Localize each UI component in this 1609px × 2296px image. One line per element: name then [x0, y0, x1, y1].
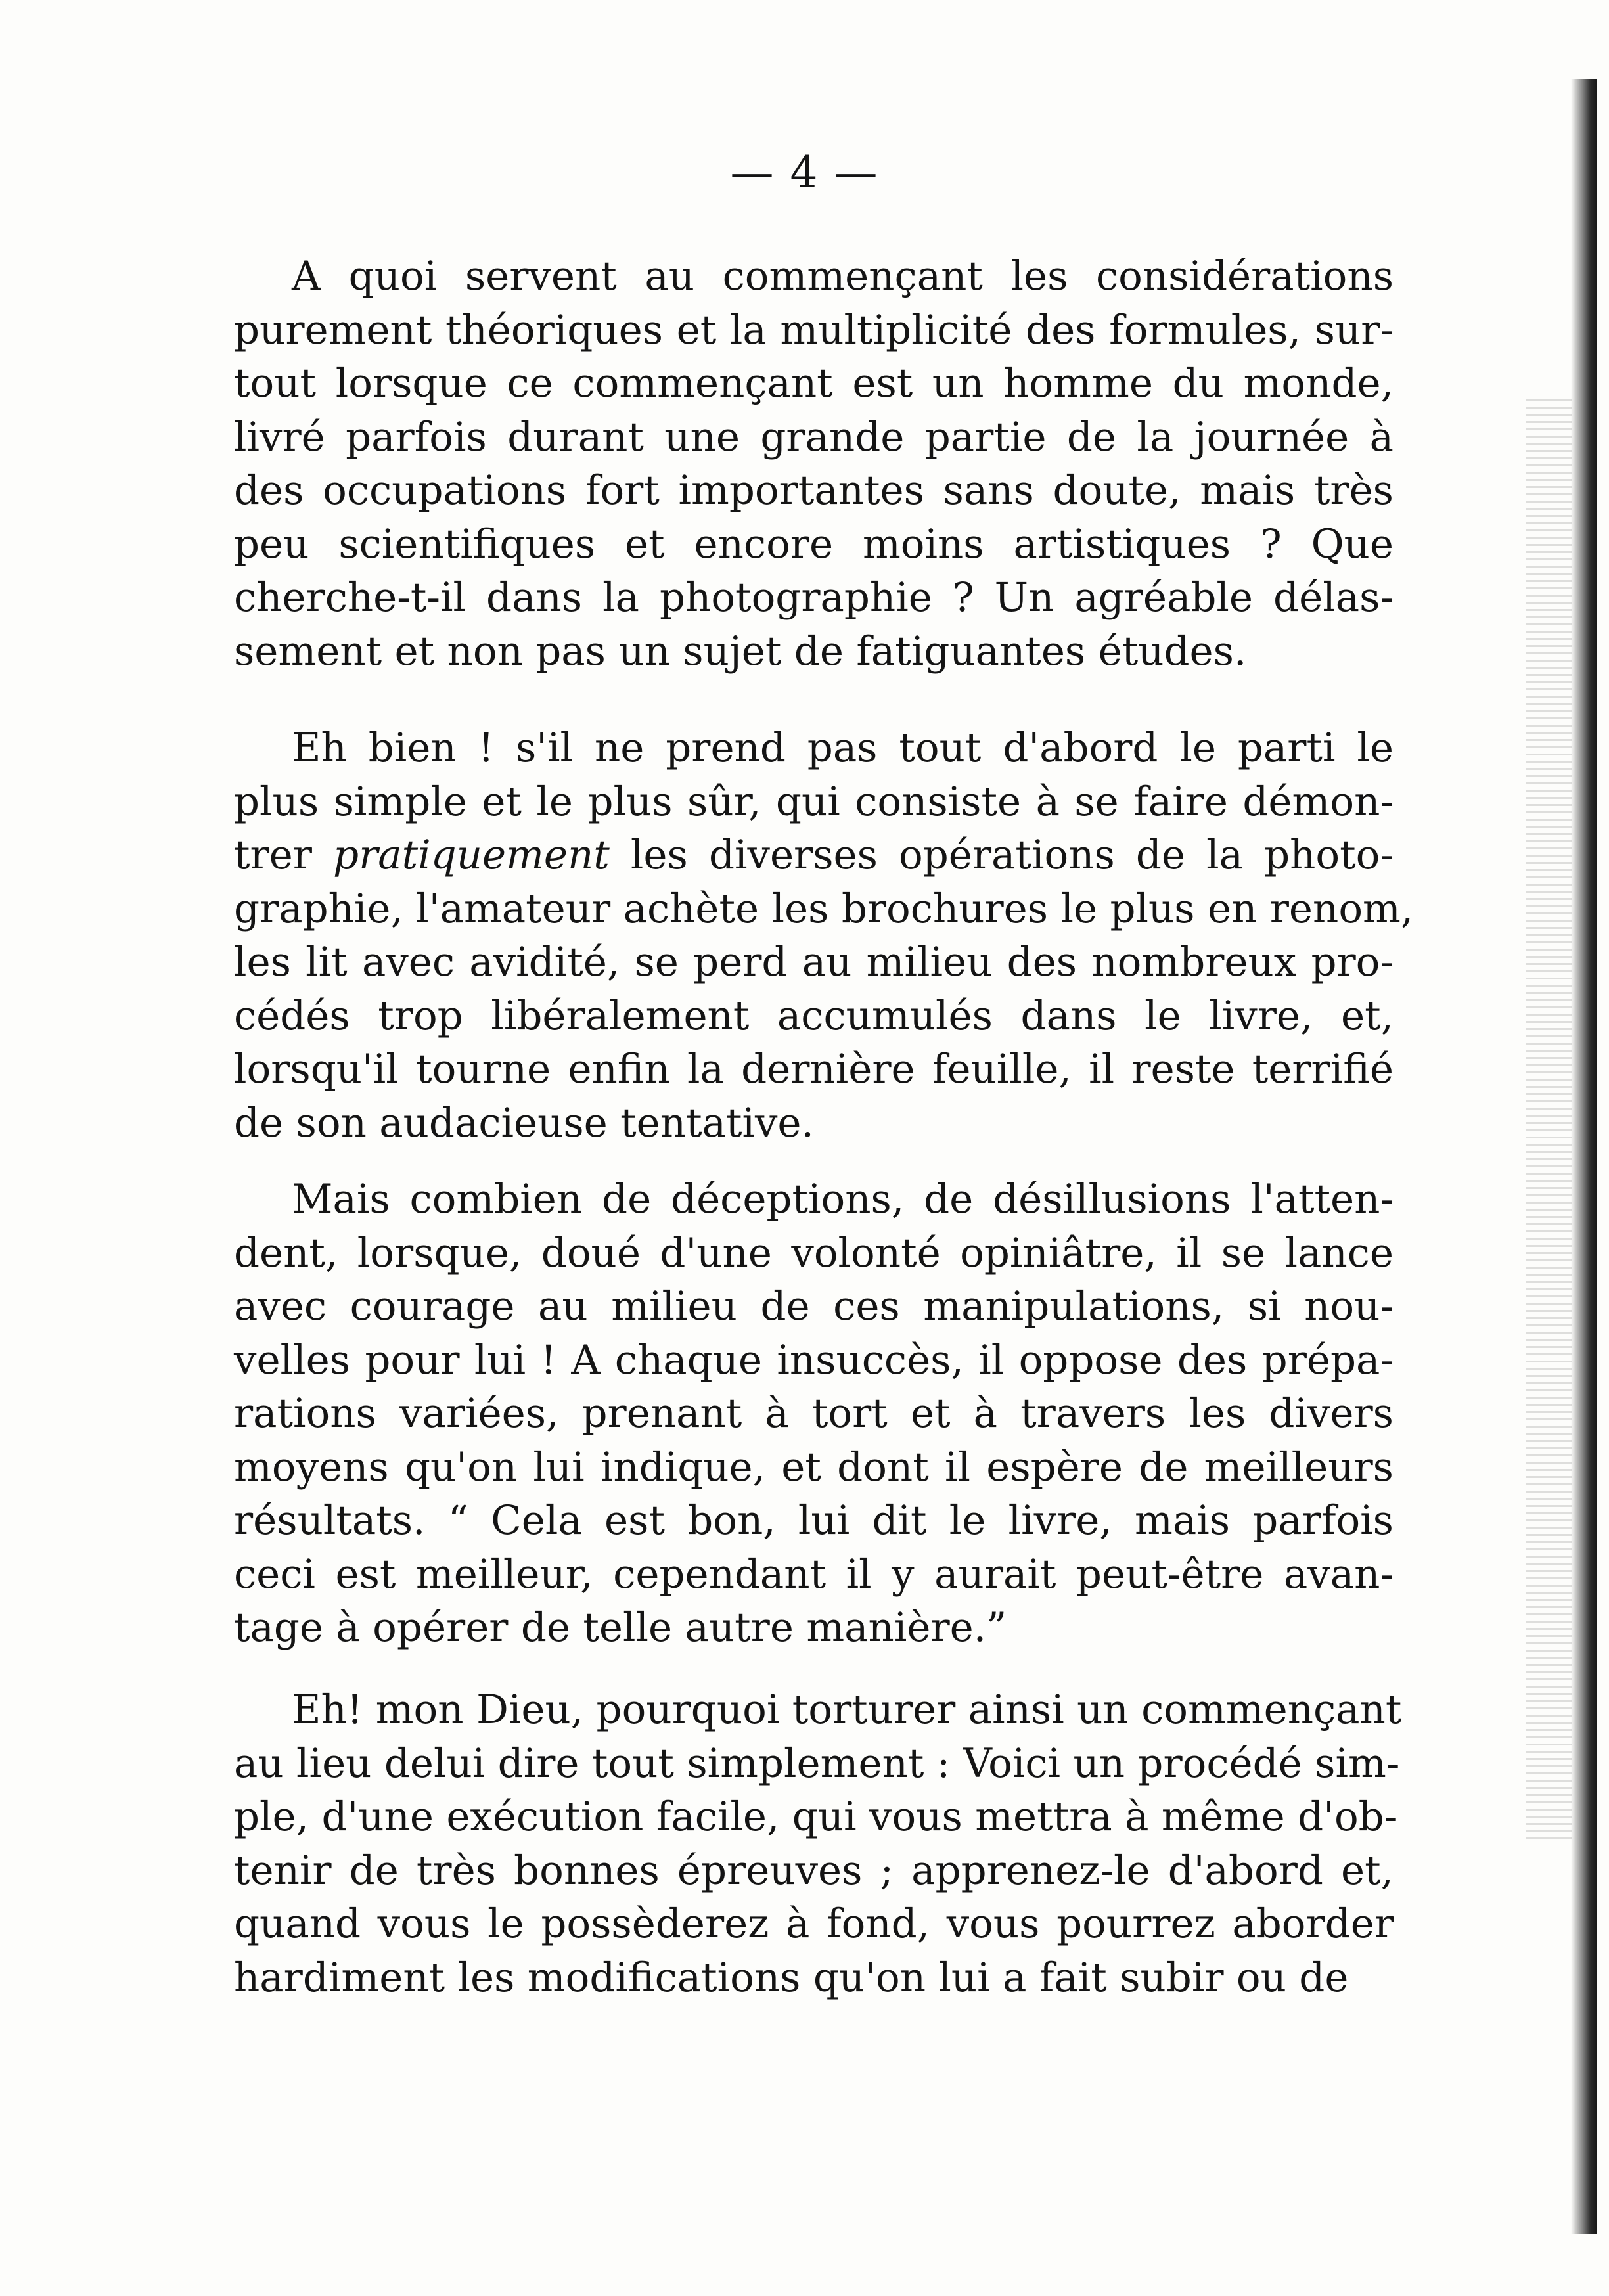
text-line: les lit avec avidité, se perd au milieu des nombreux pro-: [234, 939, 1394, 985]
text-line: plus simple et le plus sûr, qui consiste à se faire démon-: [234, 778, 1394, 825]
text-line: des occupations fort importantes sans doute, mais très: [234, 467, 1394, 514]
text-fragment: trer: [234, 832, 334, 878]
text-line: graphie, l'amateur achète les brochures le plus en renom,: [234, 885, 1414, 932]
text-line: cédés trop libéralement accumulés dans le livre, et,: [234, 992, 1394, 1039]
binding-shadow-speckle: [1526, 394, 1572, 1839]
page-number: — 4 —: [730, 147, 879, 198]
italic-word: pratiquement: [333, 832, 610, 878]
text-line: purement théoriques et la multiplicité des formules, sur-: [234, 306, 1394, 353]
binding-edge-shadow: [1571, 79, 1597, 2234]
text-line: tenir de très bonnes épreuves ; apprenez-le d'abord et,: [234, 1847, 1394, 1894]
text-line: [234, 828, 1394, 882]
text-line: A quoi servent au commençant les considérations: [292, 253, 1394, 300]
text-line: dent, lorsque, doué d'une volonté opiniâtre, il se lance: [234, 1229, 1394, 1276]
text-line: moyens qu'on lui indique, et dont il espère de meilleurs: [234, 1443, 1394, 1491]
text-line: au lieu delui dire tout simplement : Voici un procédé sim-: [234, 1740, 1400, 1787]
text-line: livré parfois durant une grande partie de la journée à: [234, 413, 1394, 461]
paragraph-4: [234, 1683, 1402, 2004]
text-line: sement et non pas un sujet de fatiguantes études.: [234, 627, 1247, 675]
text-line: ple, d'une exécution facile, qui vous mettra à même d'ob-: [234, 1793, 1398, 1840]
text-line: Eh bien ! s'il ne prend pas tout d'abord le parti le: [292, 725, 1394, 771]
text-line: de son audacieuse tentative.: [234, 1099, 814, 1146]
text-line: ceci est meilleur, cependant il y aurait peut-être avan-: [234, 1550, 1394, 1598]
text-line: peu scientifiques et encore moins artistiques ? Que: [234, 520, 1394, 568]
paragraph-3: [234, 1173, 1394, 1655]
text-line: lorsqu'il tourne enfin la dernière feuille, il reste terrifié: [234, 1046, 1394, 1092]
text-fragment: les diverses opérations de la photo-: [609, 832, 1394, 878]
text-line: avec courage au milieu de ces manipulations, si nou-: [234, 1283, 1394, 1330]
text-line: quand vous le possèderez à fond, vous pourrez aborder: [234, 1901, 1394, 1947]
text-line: tout lorsque ce commençant est un homme du monde,: [234, 360, 1394, 407]
paragraph-2: [234, 721, 1414, 1150]
text-line: résultats. “ Cela est bon, lui dit le livre, mais parfois: [234, 1497, 1394, 1544]
text-line: hardiment les modifications qu'on lui a fait subir ou de: [234, 1954, 1349, 2001]
text-line: Mais combien de déceptions, de désillusions l'atten-: [292, 1176, 1394, 1223]
text-line: velles pour lui ! A chaque insuccès, il oppose des prépa-: [234, 1336, 1394, 1384]
text-line: tage à opérer de telle autre manière.”: [234, 1604, 1007, 1651]
text-line: cherche-t-il dans la photographie ? Un agréable délas-: [234, 574, 1394, 621]
text-line: Eh! mon Dieu, pourquoi torturer ainsi un commençant: [292, 1686, 1402, 1733]
paragraph-1: [234, 250, 1394, 678]
text-line: rations variées, prenant à tort et à travers les divers: [234, 1390, 1394, 1437]
